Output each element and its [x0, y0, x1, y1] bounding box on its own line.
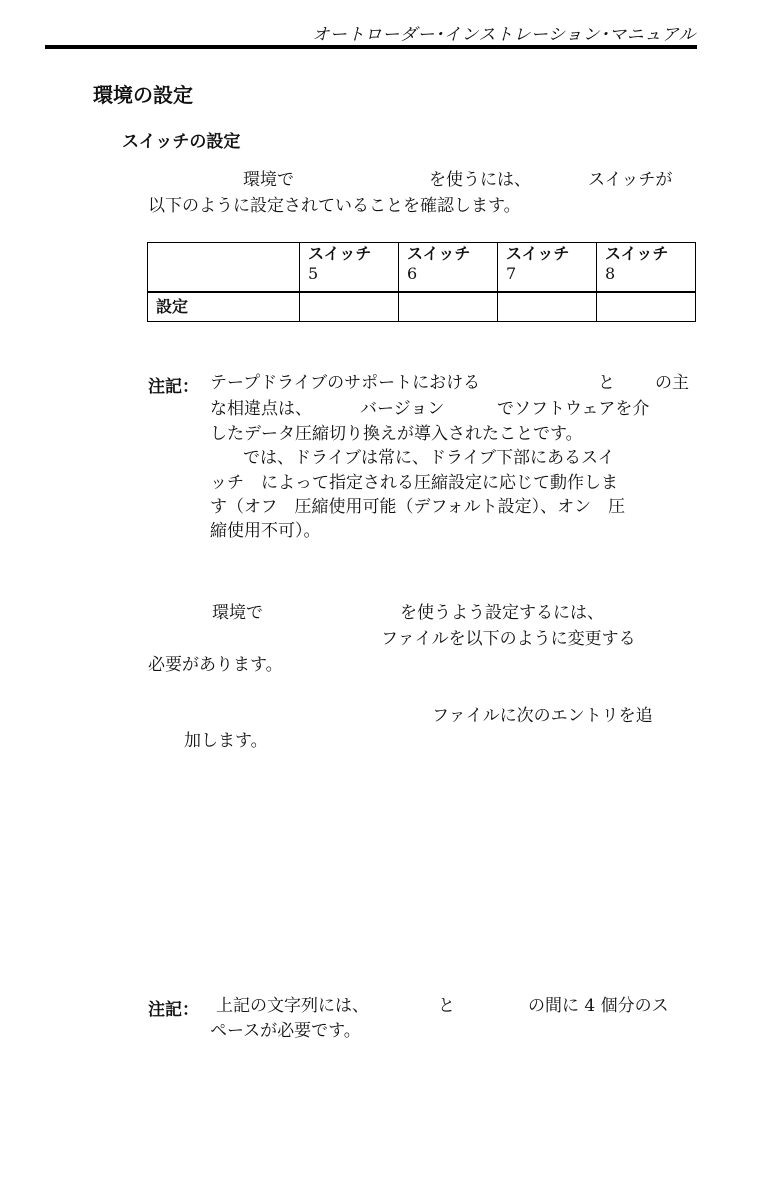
config-text-1a: 環境で: [212, 603, 263, 623]
note-1-line-1b: と: [598, 373, 615, 393]
note-2-line-1c: の間に 4 個分のス: [528, 996, 669, 1016]
switch-table-setting-row: [148, 292, 696, 322]
note-1-line-7: 縮使用不可）。: [210, 521, 321, 541]
switch-6-header: [399, 243, 498, 293]
header-rule: [45, 45, 697, 49]
note-1-line-2c: でソフトウェアを介: [497, 399, 650, 419]
note-1-line-1c: の主: [655, 373, 689, 393]
intro-text-1a: 環境で: [243, 170, 294, 190]
intro-text-1b: を使うには、: [429, 170, 531, 190]
config-text-1b: を使うよう設定するには、: [400, 603, 604, 623]
switch-5-setting: [300, 292, 399, 322]
note-1-line-2a: な相違点は、: [210, 399, 312, 419]
setting-row-label: 設定: [148, 292, 300, 322]
note-1-label: 注記：: [148, 377, 199, 397]
note-2-line-2: ペースが必要です。: [210, 1021, 361, 1041]
subsection-title: スイッチの設定: [122, 132, 241, 152]
switch-table: [147, 242, 696, 322]
switch-header-number: 6: [407, 264, 418, 283]
switch-5-header: [300, 243, 399, 293]
note-1-line-5: ッチ によって指定される圧縮設定に応じて動作しま: [210, 473, 618, 493]
switch-7-header: [498, 243, 597, 293]
note-1-line-2b: バージョン: [360, 399, 445, 419]
switch-header-number: 8: [605, 264, 616, 283]
intro-text-1c: スイッチが: [588, 170, 673, 190]
step-text-2: 加します。: [184, 731, 268, 751]
note-2-line-1b: と: [438, 996, 455, 1016]
note-1-line-4: では、ドライブは常に、ドライブ下部にあるスイ: [243, 448, 615, 468]
switch-header-number: 7: [506, 264, 517, 283]
step-text-1: ファイルに次のエントリを追: [432, 706, 653, 726]
switch-header-label: スイッチ: [308, 244, 372, 263]
switch-table-header-row: [148, 243, 696, 293]
switch-header-label: スイッチ: [407, 244, 471, 263]
section-title: 環境の設定: [93, 83, 193, 107]
intro-text-2: 以下のように設定されていることを確認します。: [148, 196, 521, 216]
running-header: オートローダー･インストレーション･マニュアル: [312, 25, 696, 45]
switch-6-setting: [399, 292, 498, 322]
note-2-label: 注記：: [148, 1000, 199, 1020]
switch-table-corner-cell: [148, 243, 300, 293]
switch-8-setting: [597, 292, 696, 322]
note-1-line-1a: テープドライブのサポートにおける: [210, 373, 481, 393]
note-2-line-1a: 上記の文字列には、: [216, 996, 369, 1016]
note-1-line-6: す（オフ 圧縮使用可能（デフォルト設定）、オン 圧: [210, 497, 626, 517]
switch-7-setting: [498, 292, 597, 322]
switch-8-header: [597, 243, 696, 293]
switch-header-label: スイッチ: [506, 244, 570, 263]
switch-header-number: 5: [308, 264, 319, 283]
note-1-line-3: したデータ圧縮切り換えが導入されたことです。: [210, 424, 583, 444]
switch-header-label: スイッチ: [605, 244, 669, 263]
config-text-2: ファイルを以下のように変更する: [381, 629, 636, 649]
config-text-3: 必要があります。: [148, 655, 283, 675]
